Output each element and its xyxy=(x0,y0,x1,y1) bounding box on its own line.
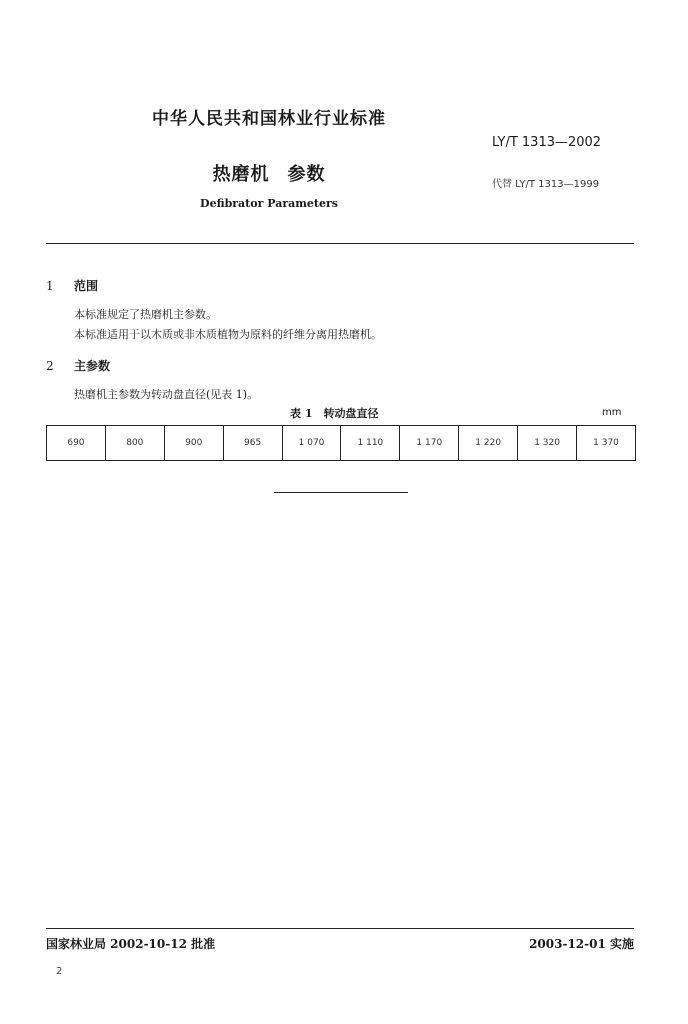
section-2-heading xyxy=(46,357,110,374)
section-2-paragraph-1: 热磨机主参数为转动盘直径(见表 1)。 xyxy=(74,388,259,401)
table-cell: 800 xyxy=(105,426,164,461)
table-cell: 965 xyxy=(223,426,282,461)
table-cell: 1 220 xyxy=(459,426,518,461)
table-cell: 1 370 xyxy=(577,426,636,461)
section-2-number: 2 xyxy=(46,359,54,373)
section-1-title: 范围 xyxy=(74,279,99,293)
parameter-table xyxy=(46,425,636,461)
section-2-title: 主参数 xyxy=(74,359,111,373)
document-title xyxy=(0,160,538,186)
section-1-heading xyxy=(46,277,98,294)
page-number: 2 xyxy=(56,966,63,977)
section-1-paragraph-1: 本标准规定了热磨机主参数。 xyxy=(74,308,217,321)
issuing-organization: 中华人民共和国林业行业标准 xyxy=(152,109,386,129)
table-cell: 900 xyxy=(164,426,223,461)
title-main: 热磨机 xyxy=(212,164,270,185)
table-cell: 1 320 xyxy=(518,426,577,461)
section-1-paragraph-2: 本标准适用于以木质或非木质植物为原料的纤维分离用热磨机。 xyxy=(74,328,382,341)
footer-divider xyxy=(46,928,634,929)
replaces-standard: 代替 LY/T 1313—1999 xyxy=(492,179,600,190)
title-sub: 参数 xyxy=(287,164,326,185)
effective-date: 2003-12-01 实施 xyxy=(529,937,634,951)
section-1-number: 1 xyxy=(46,279,54,293)
table-cell: 690 xyxy=(47,426,106,461)
header-divider xyxy=(46,243,634,244)
standard-code: LY/T 1313—2002 xyxy=(492,135,602,150)
table-cell: 1 110 xyxy=(341,426,400,461)
table-row xyxy=(47,426,636,461)
table-cell: 1 170 xyxy=(400,426,459,461)
approval-date: 国家林业局 2002-10-12 批准 xyxy=(46,937,216,951)
english-title: Defibrator Parameters xyxy=(200,197,338,210)
table-unit: mm xyxy=(602,407,622,418)
table-caption: 表 1 转动盘直径 xyxy=(290,407,379,420)
end-of-text-line xyxy=(274,492,408,493)
table-cell: 1 070 xyxy=(282,426,341,461)
